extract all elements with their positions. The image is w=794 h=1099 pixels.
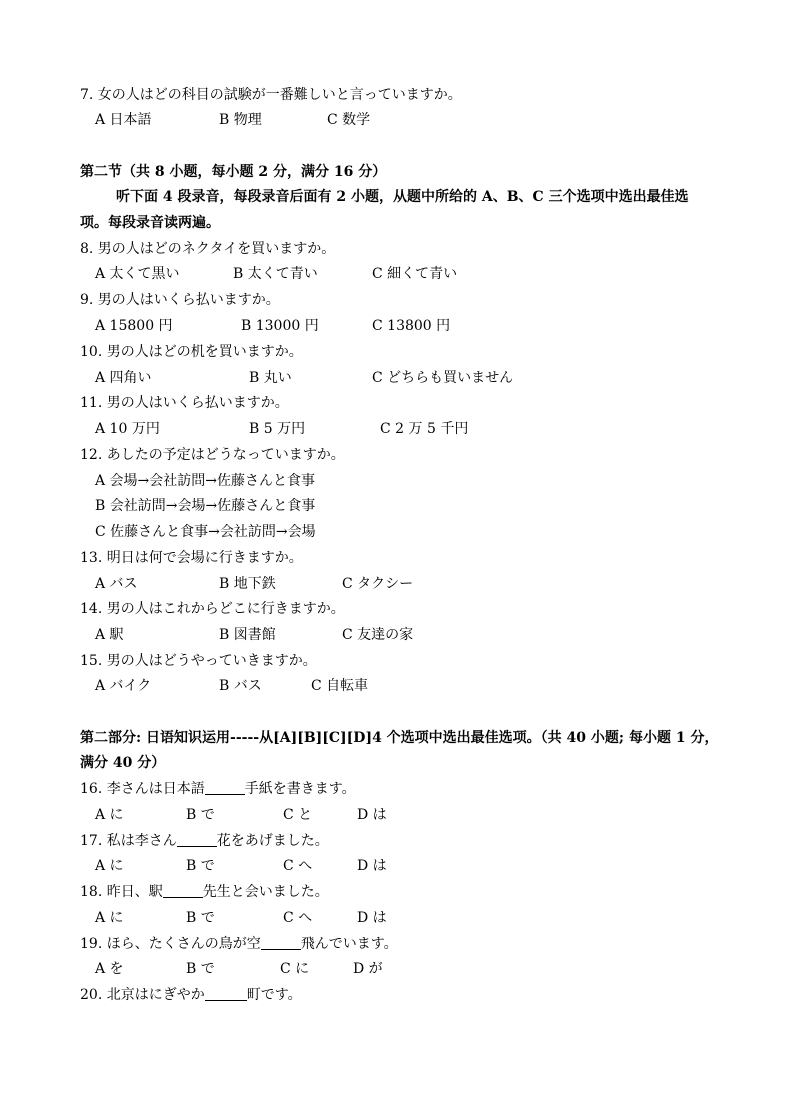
stem-before-blank: 19. ほら、たくさんの鳥が空 <box>80 936 261 952</box>
option-c: C へ <box>283 858 313 874</box>
option-c: C 細くて青い <box>372 266 458 282</box>
question-18-options <box>95 909 695 927</box>
option-a: A に <box>95 807 124 823</box>
answer-blank <box>163 883 203 898</box>
option-b: B で <box>186 961 215 977</box>
option-b: B で <box>186 858 215 874</box>
option-c: C 友達の家 <box>342 627 414 643</box>
part-2-header-line2: 满分 40 分） <box>80 755 166 771</box>
stem-before-blank: 16. 李さんは日本語 <box>80 781 205 797</box>
question-19-options <box>95 960 695 978</box>
question-8-options <box>95 265 695 283</box>
option-c: C に <box>280 961 310 977</box>
answer-blank <box>177 832 217 847</box>
option-c: C 2 万 5 千円 <box>380 421 469 437</box>
option-c: C 数学 <box>327 112 371 128</box>
option-a: A に <box>95 858 124 874</box>
question-14-options <box>95 626 695 644</box>
option-c: C と <box>283 807 313 823</box>
option-d: D は <box>357 858 387 874</box>
option-b: B 太くて青い <box>233 266 318 282</box>
answer-blank <box>261 935 301 950</box>
option-c: C 13800 円 <box>372 318 451 334</box>
question-20-stem <box>80 986 302 1004</box>
question-12-stem: 12. あしたの予定はどうなっていますか。 <box>80 447 345 463</box>
stem-before-blank: 18. 昨日、駅 <box>80 884 163 900</box>
part-2-header-line1: 第二部分: 日语知识运用-----从[A][B][C][D]4 个选项中选出最佳选项。（共 40 小题; 每小题 1 分， <box>80 730 719 746</box>
question-15-stem: 15. 男の人はどうやっていきますか。 <box>80 653 317 669</box>
option-d: D は <box>357 807 387 823</box>
question-12-option-a: A 会場→会社訪問→佐藤さんと食事 <box>95 473 316 489</box>
question-15-options <box>95 677 695 695</box>
option-a: A バイク <box>95 678 152 694</box>
question-17-stem <box>80 832 329 850</box>
question-7-stem: 7. 女の人はどの科目の試験が一番難しいと言っていますか。 <box>80 87 462 103</box>
stem-after-blank: 町です。 <box>246 987 302 1003</box>
section-2-instruction-line1: 听下面 4 段录音，每段录音后面有 2 小题，从题中所给的 A、B、C 三个选项中选出最佳选 <box>116 189 689 205</box>
option-b: B 物理 <box>219 112 262 128</box>
question-19-stem <box>80 935 398 953</box>
stem-after-blank: 先生と会いました。 <box>202 884 329 900</box>
option-b: B 5 万円 <box>249 421 306 437</box>
stem-before-blank: 20. 北京はにぎやか <box>80 987 205 1003</box>
option-a: A 15800 円 <box>95 318 173 334</box>
option-a: A 日本語 <box>95 112 152 128</box>
question-9-options <box>95 317 695 335</box>
option-a: A を <box>95 961 124 977</box>
question-17-options <box>95 857 695 875</box>
option-b: B 地下鉄 <box>219 576 276 592</box>
option-b: B で <box>186 910 215 926</box>
question-14-stem: 14. 男の人はこれからどこに行きますか。 <box>80 601 345 617</box>
question-7-options <box>95 111 695 129</box>
option-c: C タクシー <box>342 576 414 592</box>
option-a: A に <box>95 910 124 926</box>
question-11-stem: 11. 男の人はいくら払いますか。 <box>80 395 289 411</box>
question-13-stem: 13. 明日は何で会場に行きますか。 <box>80 550 303 566</box>
section-2-instruction-line2: 项。每段录音读两遍。 <box>80 215 220 231</box>
question-18-stem <box>80 883 329 901</box>
stem-after-blank: 飛んでいます。 <box>300 936 398 952</box>
option-a: A 太くて黒い <box>95 266 180 282</box>
option-a: A 四角い <box>95 370 152 386</box>
question-16-options <box>95 806 695 824</box>
option-d: D は <box>357 910 387 926</box>
question-8-stem: 8. 男の人はどのネクタイを買いますか。 <box>80 241 336 257</box>
question-13-options <box>95 575 695 593</box>
stem-after-blank: 花をあげました。 <box>216 833 329 849</box>
question-12-option-c: C 佐藤さんと食事→会社訪問→会場 <box>95 524 316 540</box>
question-11-options <box>95 420 695 438</box>
question-16-stem <box>80 780 356 798</box>
option-b: B 丸い <box>249 370 292 386</box>
option-b: B で <box>186 807 215 823</box>
question-10-options <box>95 369 695 387</box>
question-10-stem: 10. 男の人はどの机を買いますか。 <box>80 344 303 360</box>
option-c: C どちらも買いません <box>372 370 514 386</box>
option-d: D が <box>353 961 383 977</box>
option-a: A 駅 <box>95 627 124 643</box>
question-12-option-b: B 会社訪問→会場→佐藤さんと食事 <box>95 498 316 514</box>
option-c: C へ <box>283 910 313 926</box>
option-b: B バス <box>219 678 262 694</box>
option-a: A バス <box>95 576 138 592</box>
answer-blank <box>205 780 245 795</box>
section-2-header: 第二节（共 8 小题，每小题 2 分，满分 16 分） <box>80 164 387 180</box>
option-b: B 13000 円 <box>241 318 319 334</box>
stem-after-blank: 手紙を書きます。 <box>244 781 356 797</box>
option-c: C 自転車 <box>311 678 369 694</box>
option-b: B 図書館 <box>219 627 276 643</box>
question-9-stem: 9. 男の人はいくら払いますか。 <box>80 292 280 308</box>
answer-blank <box>205 986 247 1001</box>
stem-before-blank: 17. 私は李さん <box>80 833 177 849</box>
option-a: A 10 万円 <box>95 421 160 437</box>
